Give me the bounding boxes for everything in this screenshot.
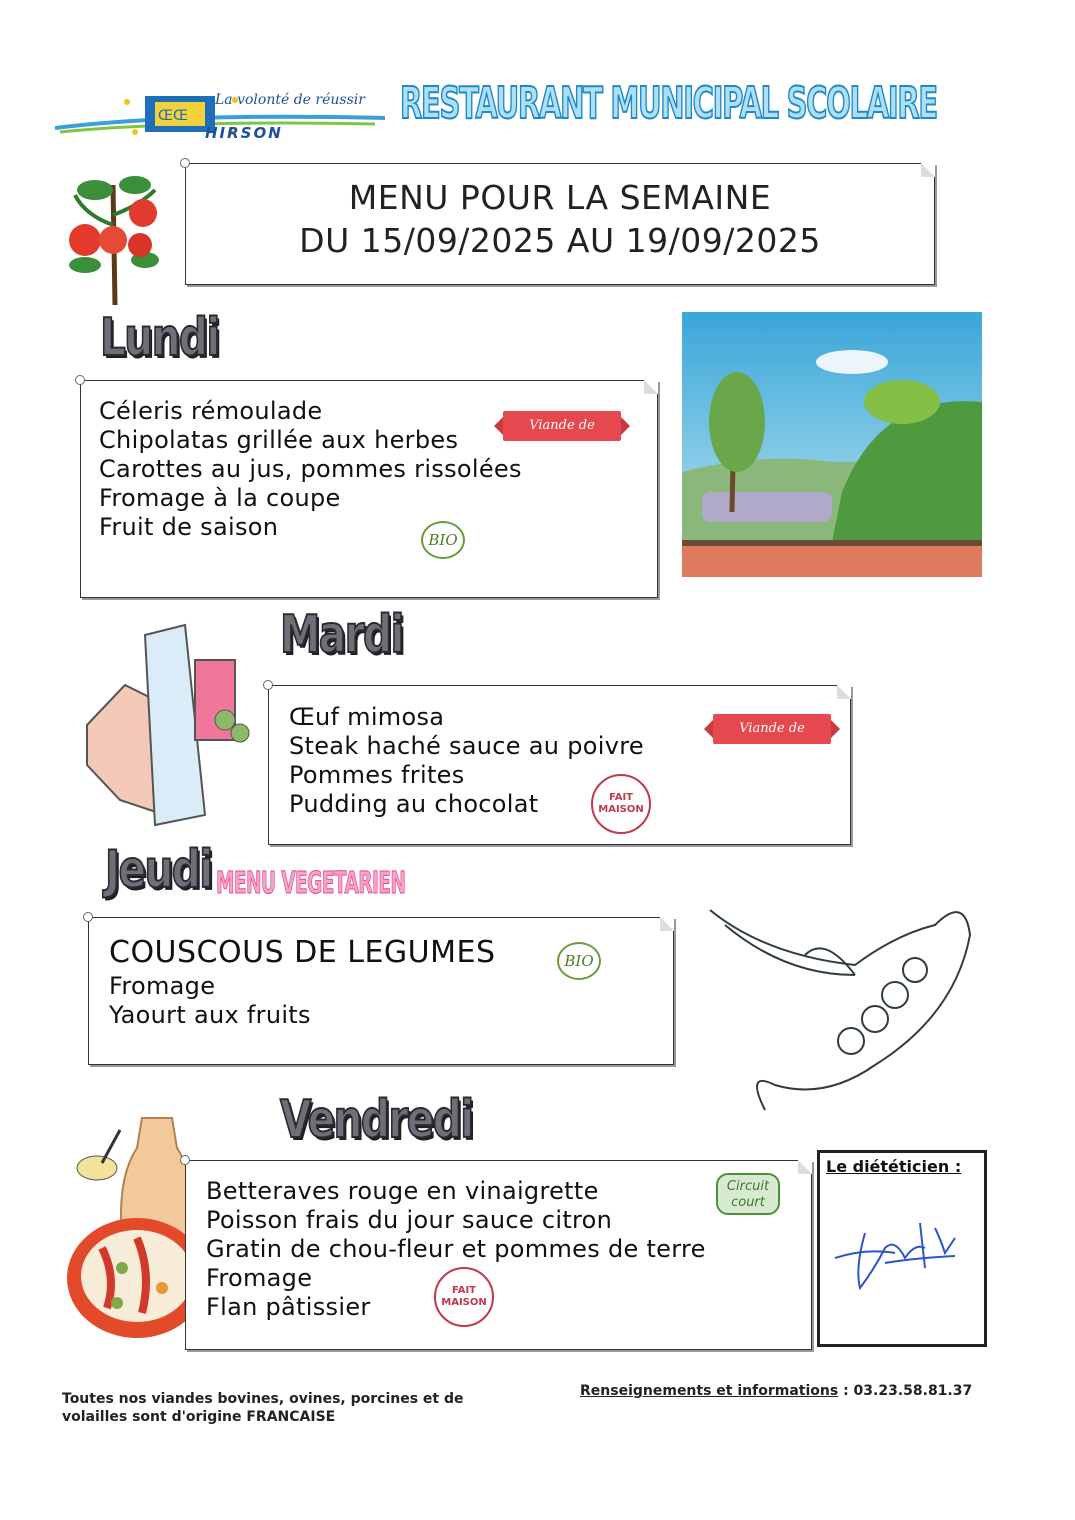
menu-item: Œuf mimosa [289, 703, 445, 731]
fait-maison-stamp: FAIT MAISON [434, 1267, 494, 1327]
thierache-meat-badge: Viande de Thiérache [503, 411, 621, 441]
svg-text:ŒŒ: ŒŒ [158, 108, 188, 124]
restaurant-title: RESTAURANT MUNICIPAL SCOLAIRE [400, 78, 937, 129]
logo-slogan: La volonté de réussir [215, 92, 365, 108]
day-heading-jeudi: Jeudi [105, 840, 212, 900]
bio-label-icon: BIO [421, 521, 465, 559]
day-heading-vendredi: Vendredi [280, 1090, 473, 1150]
menu-item: Céleris rémoulade [99, 397, 323, 425]
dietitian-label: Le diététicien : [826, 1157, 962, 1176]
vegetarian-tag: MENU VEGETARIEN [216, 866, 406, 901]
menu-item: Betteraves rouge en vinaigrette [206, 1177, 599, 1205]
day-heading-lundi: Lundi [100, 308, 219, 368]
menu-box-vendredi [185, 1160, 812, 1350]
menu-title-line2: DU 15/09/2025 AU 19/09/2025 [299, 221, 821, 260]
fait-maison-stamp: FAIT MAISON [591, 774, 651, 834]
thierache-meat-badge: Viande de Thiérache [713, 714, 831, 744]
origin-note [62, 1390, 464, 1426]
menu-title-box [185, 163, 935, 285]
menu-item: Chipolatas grillée aux herbes [99, 426, 459, 454]
menu-item: Pudding au chocolat [289, 790, 539, 818]
grater-illustration [85, 615, 260, 830]
menu-title-line1: MENU POUR LA SEMAINE [348, 178, 772, 217]
menu-item: Fromage à la coupe [99, 484, 341, 512]
menu-item: Fromage [206, 1264, 313, 1292]
menu-box-mardi [268, 685, 851, 845]
menu-item: Steak haché sauce au poivre [289, 732, 644, 760]
menu-item: Yaourt aux fruits [109, 1001, 311, 1029]
menu-item: Gratin de chou-fleur et pommes de terre [206, 1235, 706, 1263]
dietitian-box [817, 1150, 987, 1347]
info-phone: : 03.23.58.81.37 [843, 1383, 973, 1399]
couscous-illustration [62, 1108, 202, 1343]
tomato-plant-illustration [55, 165, 165, 310]
menu-item-main: COUSCOUS DE LEGUMES [109, 935, 496, 970]
circuit-court-badge: Circuit court [716, 1173, 780, 1215]
menu-box-lundi [80, 380, 658, 598]
landscape-illustration [682, 312, 982, 577]
menu-box-jeudi [88, 917, 674, 1065]
info-line [580, 1382, 972, 1400]
menu-item: Pommes frites [289, 761, 465, 789]
info-label: Renseignements et informations [580, 1383, 839, 1399]
logo-town: HIRSON [205, 124, 283, 142]
menu-item: Flan pâtissier [206, 1293, 371, 1321]
menu-item: Poisson frais du jour sauce citron [206, 1206, 613, 1234]
origin-note-line2: volailles sont d'origine FRANCAISE [62, 1409, 336, 1425]
menu-item: Fruit de saison [99, 513, 279, 541]
origin-note-line1: Toutes nos viandes bovines, ovines, porcines et de [62, 1391, 464, 1407]
signature [825, 1208, 985, 1308]
menu-item: Carottes au jus, pommes rissolées [99, 455, 522, 483]
pea-pod-illustration [705, 895, 980, 1115]
bio-label-icon: BIO [557, 942, 601, 980]
day-heading-mardi: Mardi [280, 605, 403, 665]
menu-item: Fromage [109, 972, 216, 1000]
